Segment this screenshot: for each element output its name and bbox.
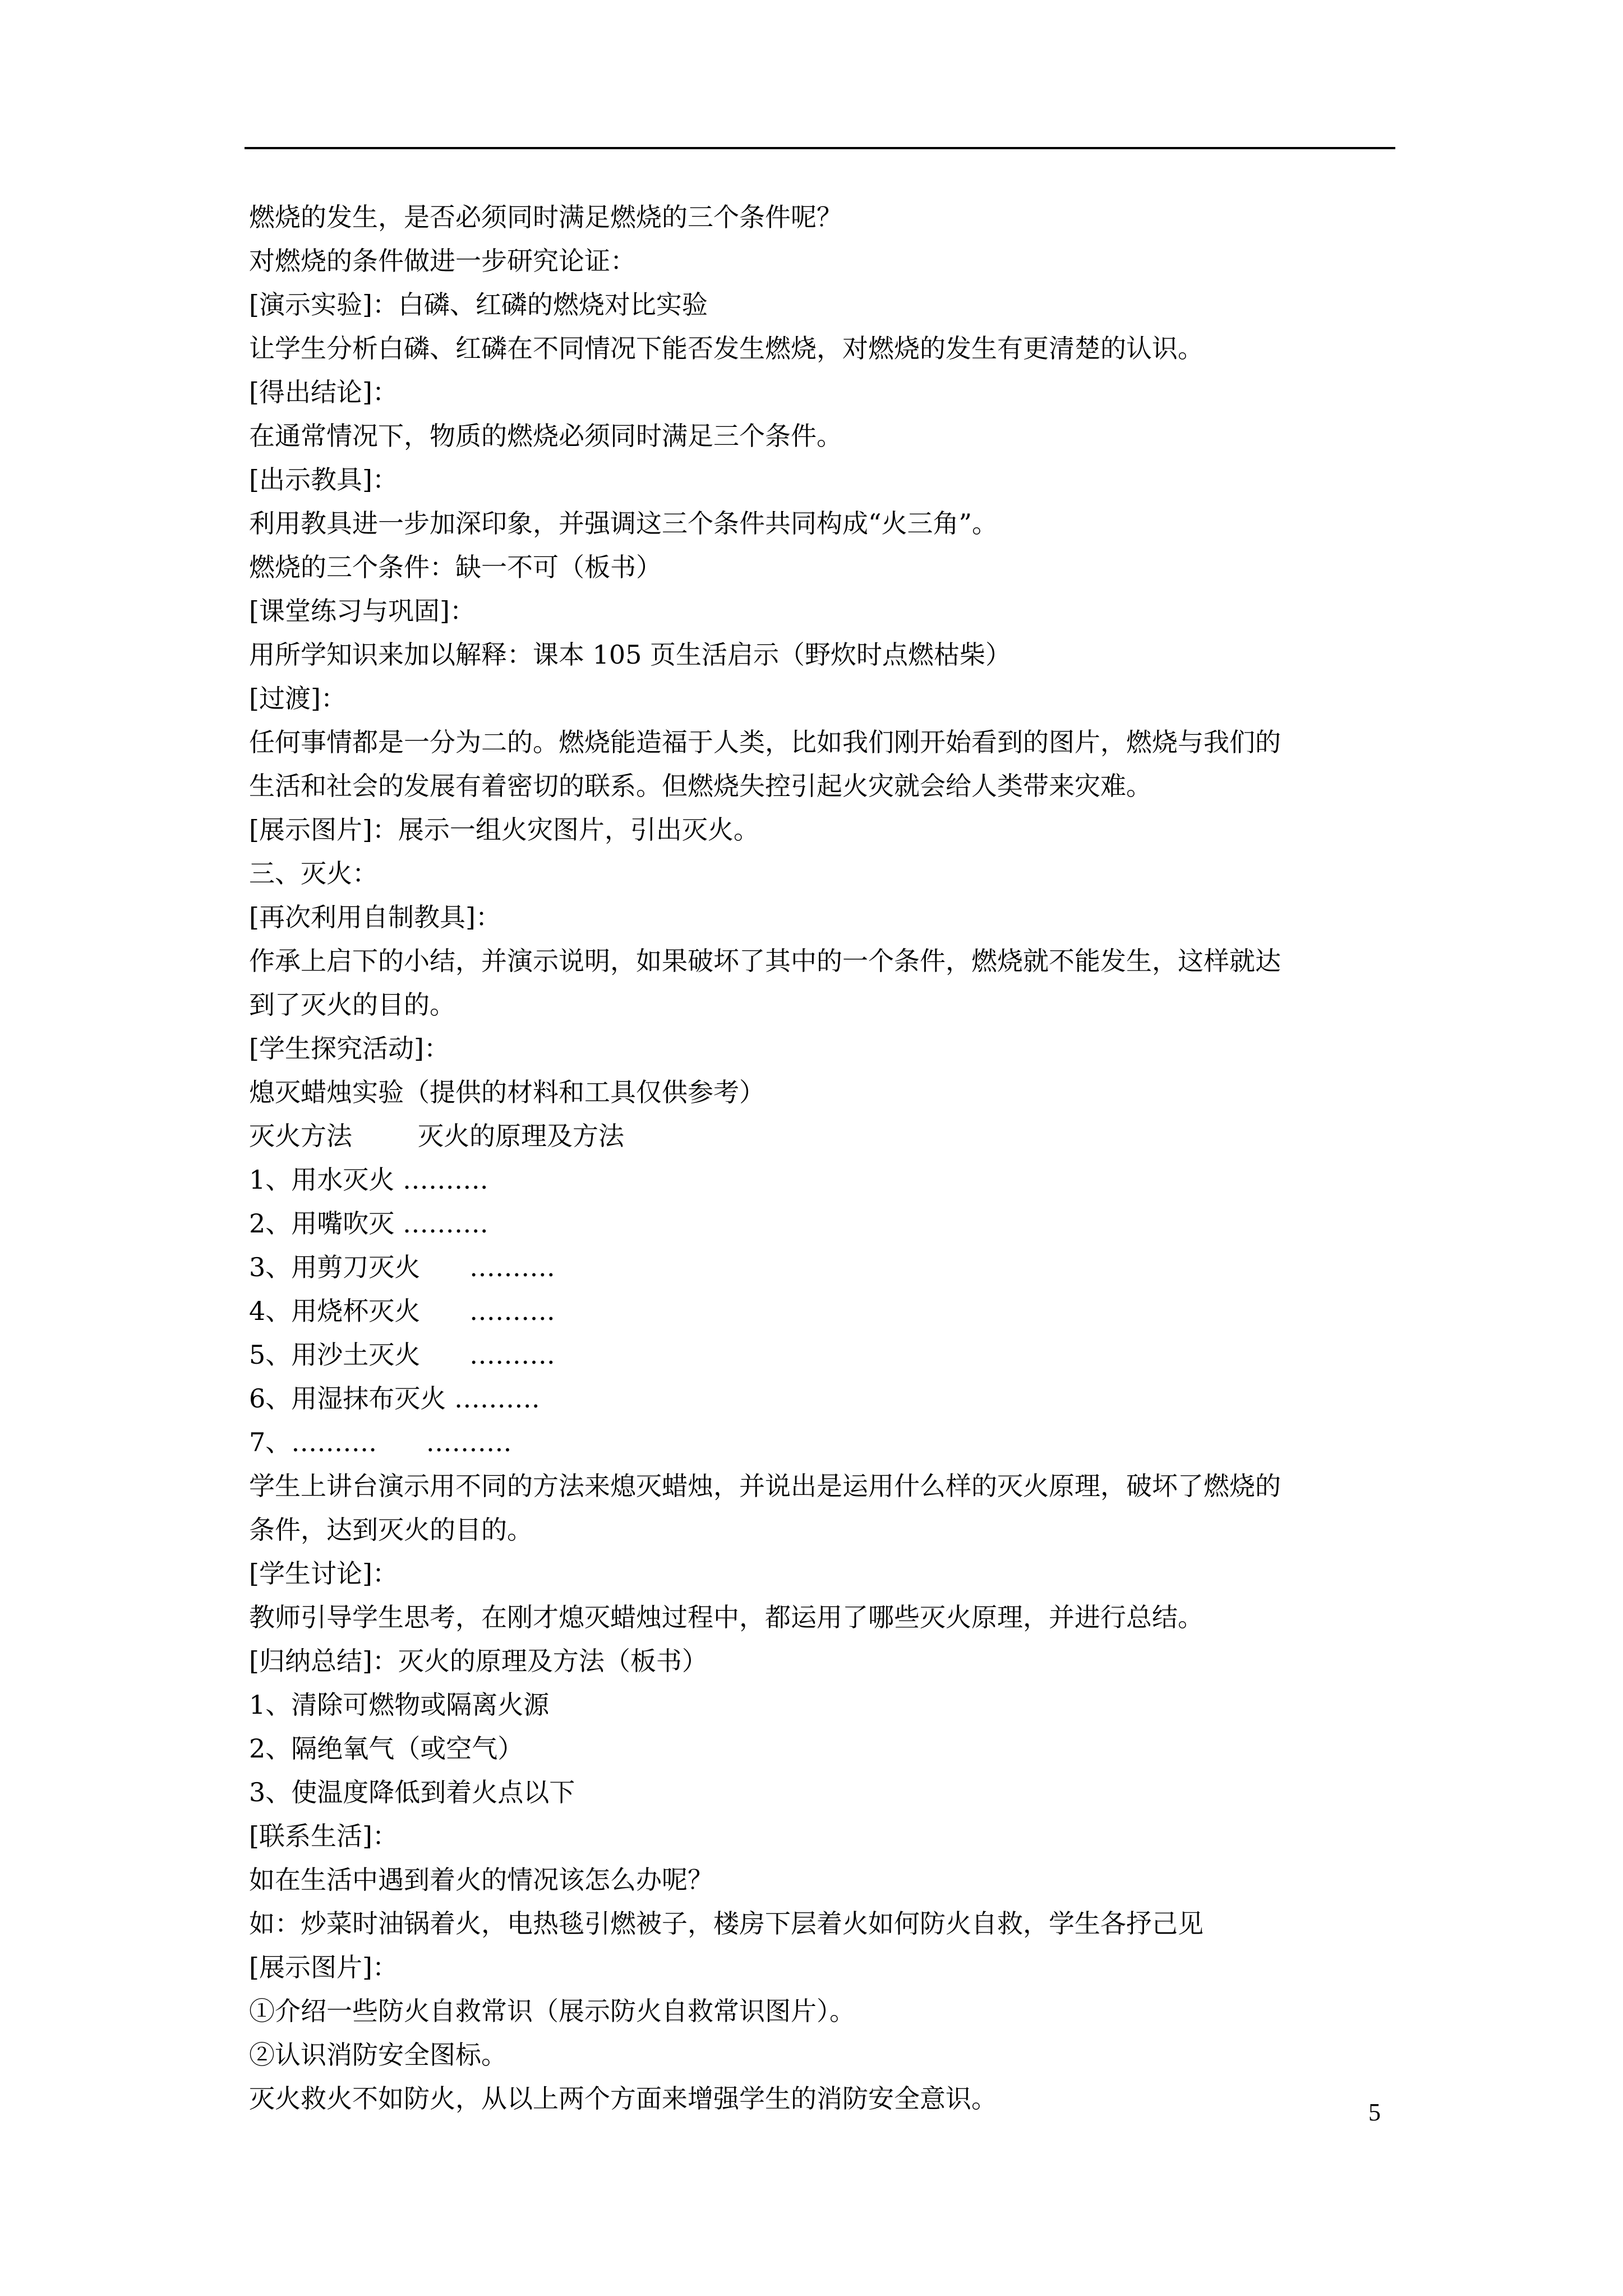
method-table-header: 灭火方法 灭火的原理及方法 [249, 1121, 624, 1151]
section-label: [课堂练习与巩固]： [249, 596, 476, 626]
principle-list-item: 1、清除可燃物或隔离火源 [249, 1690, 550, 1720]
document-body [249, 195, 1404, 2120]
text-line: 对燃烧的条件做进一步研究论证： [249, 246, 636, 276]
header-rule [245, 147, 1395, 149]
method-list-item: 1、用水灭火 ………. [249, 1165, 488, 1195]
section-label: [展示图片]：展示一组火灾图片，引出灭火。 [249, 815, 759, 845]
page-number: 5 [1368, 2099, 1381, 2126]
principle-list-item: 2、隔绝氧气（或空气） [249, 1733, 524, 1764]
text-line: ①介绍一些防火自救常识（展示防火自救常识图片）。 [249, 1996, 855, 2026]
text-line: 到了灭火的目的。 [249, 990, 455, 1020]
section-label: [演示实验]：白磷、红磷的燃烧对比实验 [249, 289, 708, 320]
text-line: 燃烧的三个条件：缺一不可（板书） [249, 552, 662, 582]
text-line: 学生上讲台演示用不同的方法来熄灭蜡烛，并说出是运用什么样的灭火原理，破坏了燃烧的 [249, 1471, 1281, 1501]
text-line: 灭火救火不如防火，从以上两个方面来增强学生的消防安全意识。 [249, 2083, 997, 2114]
section-label: [再次利用自制教具]： [249, 902, 501, 932]
text-line: 让学生分析白磷、红磷在不同情况下能否发生燃烧，对燃烧的发生有更清楚的认识。 [249, 333, 1204, 364]
text-line: 条件，达到灭火的目的。 [249, 1515, 533, 1545]
method-list-item: 7、………. ………. [249, 1427, 512, 1457]
text-line: 如在生活中遇到着火的情况该怎么办呢？ [249, 1865, 713, 1895]
text-line: 利用教具进一步加深印象，并强调这三个条件共同构成“火三角”。 [249, 508, 998, 539]
section-label: [联系生活]： [249, 1821, 398, 1851]
method-list-item: 3、用剪刀灭火 ………. [249, 1252, 555, 1282]
method-list-item: 2、用嘴吹灭 ………. [249, 1208, 488, 1239]
text-line: 作承上启下的小结，并演示说明，如果破坏了其中的一个条件，燃烧就不能发生，这样就达 [249, 946, 1281, 976]
section-heading: 三、灭火： [249, 858, 378, 889]
method-list-item: 5、用沙土灭火 ………. [249, 1340, 555, 1370]
section-label: [归纳总结]：灭火的原理及方法（板书） [249, 1646, 708, 1676]
section-label: [学生讨论]： [249, 1558, 398, 1589]
section-label: [展示图片]： [249, 1952, 398, 1982]
text-line: 用所学知识来加以解释：课本 105 页生活启示（野炊时点燃枯柴） [249, 639, 1012, 670]
section-label: [出示教具]： [249, 464, 398, 495]
text-line: ②认识消防安全图标。 [249, 2040, 507, 2070]
principle-list-item: 3、使温度降低到着火点以下 [249, 1777, 575, 1807]
text-line: 在通常情况下，物质的燃烧必须同时满足三个条件。 [249, 421, 842, 451]
text-line: 任何事情都是一分为二的。燃烧能造福于人类，比如我们刚开始看到的图片，燃烧与我们的 [249, 727, 1281, 757]
method-list-item: 4、用烧杯灭火 ………. [249, 1296, 555, 1326]
text-line: 燃烧的发生，是否必须同时满足燃烧的三个条件呢？ [249, 202, 842, 232]
section-label: [过渡]： [249, 683, 347, 714]
section-label: [学生探究活动]： [249, 1033, 450, 1064]
text-line: 熄灭蜡烛实验（提供的材料和工具仅供参考） [249, 1077, 765, 1107]
text-line: 生活和社会的发展有着密切的联系。但燃烧失控引起火灾就会给人类带来灾难。 [249, 771, 1152, 801]
section-label: [得出结论]： [249, 377, 398, 407]
text-line: 如：炒菜时油锅着火，电热毯引燃被子，楼房下层着火如何防火自救，学生各抒己见 [249, 1908, 1204, 1939]
method-list-item: 6、用湿抹布灭火 ………. [249, 1383, 540, 1414]
text-line: 教师引导学生思考，在刚才熄灭蜡烛过程中，都运用了哪些灭火原理，并进行总结。 [249, 1602, 1204, 1632]
